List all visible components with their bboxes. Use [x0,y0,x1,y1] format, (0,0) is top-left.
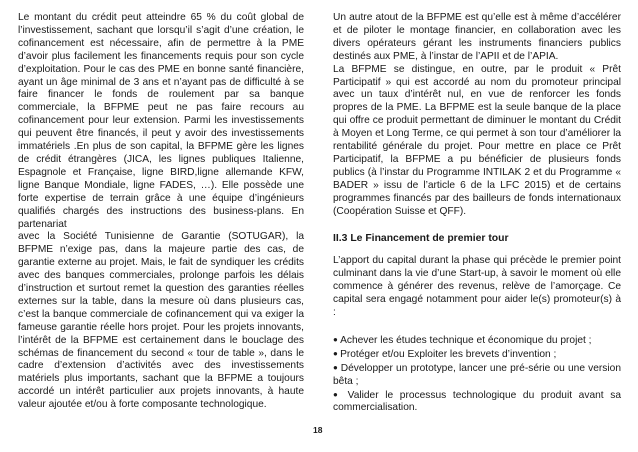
page-number: 18 [313,425,323,435]
section-paragraph: L’apport du capital durant la phase qui précède le premier point culminant dans la vie d’une Start-up, à savoir le moment où elle commence à générer des revenus, relève de l’amorçage. Ce capital sera engagé notamment pour aider le(s) promoteur(s) à : [333,255,621,319]
right-paragraph-1: Un autre atout de la BFPME est qu’elle est à même d’accélérer et de piloter le montage financier, en collaboration avec les divers opérateurs gérant les instruments financiers publics destinés aux PME, à l’instar de l’APII et de l’APIA. [333,12,621,62]
bullet-list [333,334,621,415]
bullet-item: ● Achever les études technique et économique du projet ; [333,334,621,348]
bullet-item: ● Protéger et/ou Exploiter les brevets d’invention ; [333,348,621,362]
left-column [18,12,304,412]
right-column [333,12,621,415]
right-paragraph-2: La BFPME se distingue, en outre, par le produit « Prêt Participatif » qui est accordé au nom du promoteur principal avec un taux d’intérêt nul, en vue de renforcer les fonds propres de la PME. La BFPME est la seule banque de la place qui offre ce produit permettant de diminuer le montant du Crédit à Moyen et Long Terme, ce qui permet à son tour d’améliorer la rentabilité générale du projet. Pour mettre en place ce Prêt Participatif, la BFPME a pu bénéficier de plusieurs fonds publics (à l’instar du Programme INTILAK 2 et du Programme « BADER » issu de l’article 6 de la LFC 2015) et de certains programmes financés par des bailleurs de fonds internationaux (Coopération Suisse et QFF). [333,63,621,217]
left-paragraph-2: avec la Société Tunisienne de Garantie (SOTUGAR), la BFPME n’exige pas, dans la majeure partie des cas, de garantie externe au projet. Mais, le fait de syndiquer les crédits avec des banques commerciales, prolonge parfois les délais d’instruction et surtout remet la question des garanties réelles externes sur la table, dans la mesure où dans plusieurs cas, c’est la banque commerciale de cofinancement qui va exiger la fameuse garantie réelle hors projet. Pour les projets innovants, l’intérêt de la BFPME est certainement dans le bouclage des schémas de financement du second « tour de table », dans le cadre d’extension d’activités avec des investissements matériels plus importants, sachant que la BFPME a toujours accordé un intérêt particulier aux projets innovants, à haute valeur ajoutée et/ou à forte composante technologique. [18,231,304,411]
bullet-item: ● Valider le processus technologique du produit avant sa commercialisation. [333,389,621,416]
left-paragraph-1: Le montant du crédit peut atteindre 65 % du coût global de l’investissement, sachant que lorsqu’il s’agit d’une création, le cofinancement est nécessaire, afin de permettre à la PME d’avoir plus facilement les financements requis pour son cycle d’exploitation. Pour le cas des PME en bonne santé financière, ayant un âge minimal de 3 ans et n’ayant pas de difficulté à se faire financer le fonds de roulement par sa banque commerciale, la BFPME peut ne pas faire recours au cofinancement pour leur extension. Parmi les investissements qui peuvent être financés, il peut y avoir des investissements immatériels .En plus de son capital, la BFPME gère les lignes de crédit étrangères (JICA, les lignes publiques Italienne, Espagnole et Française, ligne BIRD,ligne allemande KFW, ligne Banque Mondiale, ligne FADES, …). Elle possède une forte expertise de terrain grâce à une équipe d’ingénieurs qualifiés chargés des instructions des business-plans. En partenariat [18,12,304,230]
section-heading: II.3 Le Financement de premier tour [333,232,509,244]
bullet-item: ● Développer un prototype, lancer une pré-série ou une version bêta ; [333,362,621,389]
